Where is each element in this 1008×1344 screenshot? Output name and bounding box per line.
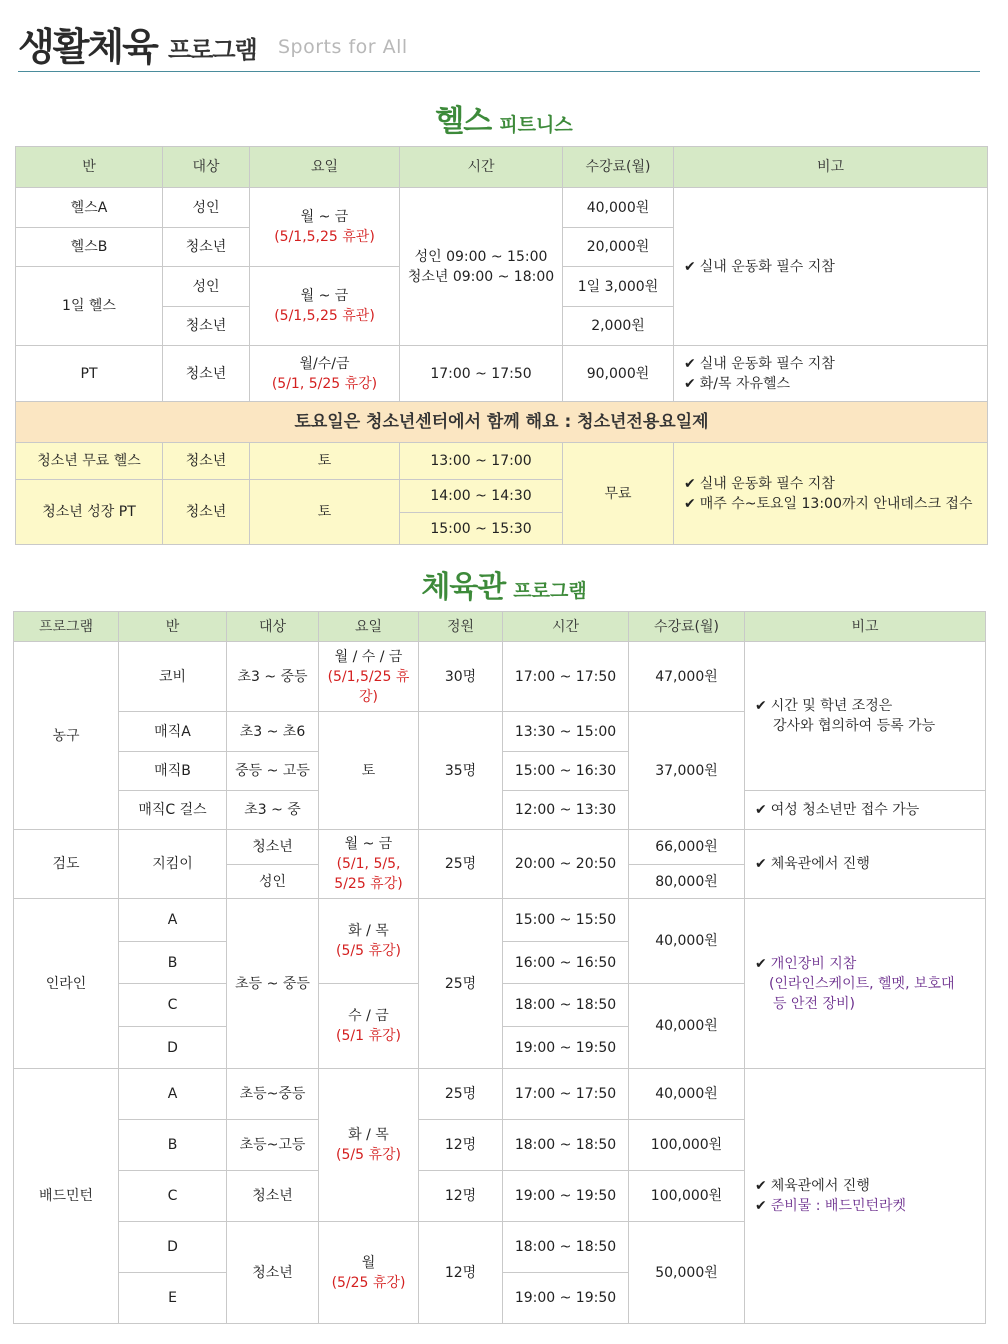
column-header: 정원	[419, 612, 503, 642]
days-text: 수 / 금	[348, 1008, 389, 1024]
days-cell	[319, 899, 419, 984]
note-text: 개인장비 지참	[770, 955, 857, 972]
saturday-banner: 토요일은 청소년센터에서 함께 해요 : 청소년전용요일제	[16, 402, 988, 443]
class-cell: D	[119, 1027, 227, 1069]
health-title: 헬스	[435, 104, 492, 139]
fee-cell: 20,000원	[563, 228, 674, 267]
days-text: 월 ~ 금	[344, 836, 393, 852]
column-header: 대상	[163, 147, 250, 188]
fee-cell: 80,000원	[629, 865, 745, 899]
days-cell	[319, 984, 419, 1069]
time-cell: 18:00 ~ 18:50	[503, 1120, 629, 1171]
class-cell: 지킴이	[119, 830, 227, 899]
gym-section-title	[0, 562, 1008, 606]
note-text: 시간 및 학년 조정은	[770, 698, 893, 714]
note-text: 실내 운동화 필수 지참	[699, 258, 835, 275]
days-text: 월 ~ 금	[300, 209, 349, 225]
note-cell	[674, 443, 988, 545]
class-cell: 청소년 성장 PT	[16, 480, 163, 545]
target-cell: 청소년	[227, 830, 319, 865]
note-text: 실내 운동화 필수 지참	[699, 355, 835, 372]
days-cell: 토	[250, 480, 400, 545]
time-cell: 14:00 ~ 14:30	[400, 480, 563, 513]
days-cell: 토	[250, 443, 400, 480]
days-cell	[250, 346, 400, 402]
health-section-title	[0, 96, 1008, 140]
note-text: 실내 운동화 필수 지참	[699, 475, 835, 492]
time-cell: 19:00 ~ 19:50	[503, 1171, 629, 1222]
column-header: 요일	[319, 612, 419, 642]
note-text: 체육관에서 진행	[770, 856, 870, 872]
note-text: 매주 수~토요일 13:00까지 안내데스크 접수	[699, 495, 973, 512]
note-text: 준비물 : 배드민턴라켓	[770, 1198, 907, 1214]
days-cell: 토	[319, 712, 419, 830]
days-note: (5/1, 5/5, 5/25 휴강)	[334, 856, 403, 892]
table-row	[14, 830, 986, 865]
check-icon: ✔	[755, 856, 767, 872]
page-subtitle-english: Sports for All	[278, 36, 408, 58]
note-text: 등 안전 장비)	[773, 995, 855, 1012]
table-row	[14, 899, 986, 942]
target-cell: 청소년	[163, 307, 250, 346]
saturday-banner-row	[16, 402, 988, 443]
column-header: 비고	[745, 612, 986, 642]
days-note: (5/1,5,25 휴관)	[274, 308, 375, 324]
class-cell: C	[119, 984, 227, 1027]
days-text: 월 / 수 / 금	[334, 648, 403, 665]
days-text: 화 / 목	[348, 923, 389, 939]
program-cell: 농구	[14, 642, 119, 830]
check-icon: ✔	[755, 1178, 767, 1194]
time-cell: 17:00 ~ 17:50	[400, 346, 563, 402]
class-cell: 1일 헬스	[16, 267, 163, 346]
class-cell: 코비	[119, 642, 227, 712]
class-cell: D	[119, 1222, 227, 1273]
table-row-pt	[16, 346, 988, 402]
target-cell: 초등~중등	[227, 1069, 319, 1120]
class-cell: 매직A	[119, 712, 227, 752]
days-note: (5/1,5,25 휴관)	[274, 229, 375, 245]
capacity-cell: 12명	[419, 1171, 503, 1222]
column-header: 대상	[227, 612, 319, 642]
target-cell: 초등~고등	[227, 1120, 319, 1171]
note-text: 여성 청소년만 접수 가능	[770, 802, 920, 818]
target-cell: 청소년	[227, 1171, 319, 1222]
class-cell: B	[119, 942, 227, 984]
program-cell: 배드민턴	[14, 1069, 119, 1324]
time-adult: 성인 09:00 ~ 15:00	[414, 248, 548, 265]
fee-cell: 100,000원	[629, 1120, 745, 1171]
target-cell: 청소년	[163, 443, 250, 480]
check-icon: ✔	[755, 1198, 767, 1214]
note-cell	[745, 1069, 986, 1324]
target-cell: 초등 ~ 중등	[227, 899, 319, 1069]
days-cell	[250, 188, 400, 267]
days-text: 월/수/금	[299, 355, 350, 372]
gym-title: 체육관	[421, 570, 506, 605]
days-text: 월 ~ 금	[300, 288, 349, 304]
note-text: 화/목 자유헬스	[699, 375, 791, 392]
note-cell	[745, 830, 986, 899]
days-note: (5/25 휴강)	[331, 1274, 406, 1291]
check-icon: ✔	[684, 495, 696, 512]
days-text: 화 / 목	[348, 1127, 389, 1143]
note-cell	[745, 899, 986, 1069]
class-cell: 헬스A	[16, 188, 163, 228]
column-header: 수강료(월)	[629, 612, 745, 642]
note-text: 강사와 협의하여 등록 가능	[773, 718, 936, 734]
time-cell: 12:00 ~ 13:30	[503, 791, 629, 830]
time-cell	[400, 188, 563, 346]
time-cell: 13:00 ~ 17:00	[400, 443, 563, 480]
time-cell: 17:00 ~ 17:50	[503, 642, 629, 712]
note-text: (인라인스케이트, 헬멧, 보호대	[769, 975, 955, 992]
fee-cell: 50,000원	[629, 1222, 745, 1324]
time-cell: 18:00 ~ 18:50	[503, 984, 629, 1027]
column-header: 반	[16, 147, 163, 188]
time-cell: 18:00 ~ 18:50	[503, 1222, 629, 1273]
column-header: 시간	[400, 147, 563, 188]
days-cell	[319, 1069, 419, 1222]
fee-cell: 40,000원	[629, 1069, 745, 1120]
time-cell: 19:00 ~ 19:50	[503, 1273, 629, 1324]
check-icon: ✔	[684, 258, 696, 275]
time-cell: 15:00 ~ 15:50	[503, 899, 629, 942]
class-cell: 매직C 걸스	[119, 791, 227, 830]
column-header: 프로그램	[14, 612, 119, 642]
class-cell: PT	[16, 346, 163, 402]
days-cell	[319, 1222, 419, 1324]
target-cell: 청소년	[163, 228, 250, 267]
class-cell: 청소년 무료 헬스	[16, 443, 163, 480]
note-cell	[745, 791, 986, 830]
table-row	[14, 1069, 986, 1120]
class-cell: E	[119, 1273, 227, 1324]
table-row	[16, 188, 988, 228]
time-cell: 20:00 ~ 20:50	[503, 830, 629, 899]
class-cell: A	[119, 1069, 227, 1120]
gym-title-sub: 프로그램	[513, 580, 587, 602]
class-cell: 헬스B	[16, 228, 163, 267]
class-cell: B	[119, 1120, 227, 1171]
time-youth: 청소년 09:00 ~ 18:00	[407, 268, 555, 285]
days-note: (5/5 휴강)	[336, 1147, 401, 1163]
page-title: 생활체육	[18, 25, 157, 69]
target-cell: 초3 ~ 초6	[227, 712, 319, 752]
capacity-cell: 12명	[419, 1222, 503, 1324]
fee-cell: 2,000원	[563, 307, 674, 346]
days-note: (5/1,5/25 휴강)	[327, 668, 410, 705]
program-cell: 검도	[14, 830, 119, 899]
check-icon: ✔	[755, 955, 767, 972]
capacity-cell: 35명	[419, 712, 503, 830]
health-table	[15, 146, 988, 545]
fee-cell: 40,000원	[563, 188, 674, 228]
column-header: 반	[119, 612, 227, 642]
days-text: 월	[361, 1254, 376, 1271]
time-cell: 15:00 ~ 16:30	[503, 752, 629, 791]
fee-cell: 47,000원	[629, 642, 745, 712]
fee-cell: 100,000원	[629, 1171, 745, 1222]
check-icon: ✔	[755, 802, 767, 818]
fee-cell: 40,000원	[629, 984, 745, 1069]
note-cell	[674, 346, 988, 402]
health-title-sub: 피트니스	[499, 114, 573, 136]
class-cell: A	[119, 899, 227, 942]
table-header-row	[14, 612, 986, 642]
fee-cell: 1일 3,000원	[563, 267, 674, 307]
column-header: 시간	[503, 612, 629, 642]
fee-cell: 무료	[563, 443, 674, 545]
capacity-cell: 30명	[419, 642, 503, 712]
days-cell	[250, 267, 400, 346]
target-cell: 청소년	[227, 1222, 319, 1324]
days-cell	[319, 642, 419, 712]
fee-cell: 37,000원	[629, 712, 745, 830]
page-header	[18, 14, 980, 72]
time-cell: 16:00 ~ 16:50	[503, 942, 629, 984]
capacity-cell: 25명	[419, 830, 503, 899]
table-row	[14, 642, 986, 712]
days-note: (5/5 휴강)	[336, 943, 401, 959]
fee-cell: 40,000원	[629, 899, 745, 984]
column-header: 비고	[674, 147, 988, 188]
target-cell: 성인	[227, 865, 319, 899]
target-cell: 중등 ~ 고등	[227, 752, 319, 791]
note-cell	[745, 642, 986, 791]
target-cell: 청소년	[163, 346, 250, 402]
target-cell: 성인	[163, 188, 250, 228]
column-header: 수강료(월)	[563, 147, 674, 188]
class-cell: C	[119, 1171, 227, 1222]
capacity-cell: 12명	[419, 1120, 503, 1171]
time-cell: 19:00 ~ 19:50	[503, 1027, 629, 1069]
note-cell	[674, 188, 988, 346]
table-row	[16, 443, 988, 480]
capacity-cell: 25명	[419, 1069, 503, 1120]
fee-cell: 66,000원	[629, 830, 745, 865]
check-icon: ✔	[684, 375, 696, 392]
target-cell: 초3 ~ 중등	[227, 642, 319, 712]
time-cell: 17:00 ~ 17:50	[503, 1069, 629, 1120]
page-subtitle: 프로그램	[168, 36, 257, 64]
target-cell: 성인	[163, 267, 250, 307]
days-cell	[319, 830, 419, 899]
target-cell: 청소년	[163, 480, 250, 545]
days-note: (5/1 휴강)	[336, 1028, 401, 1044]
time-cell: 15:00 ~ 15:30	[400, 513, 563, 545]
program-cell: 인라인	[14, 899, 119, 1069]
fee-cell: 90,000원	[563, 346, 674, 402]
check-icon: ✔	[755, 698, 767, 714]
note-text: 체육관에서 진행	[770, 1178, 870, 1194]
check-icon: ✔	[684, 355, 696, 372]
column-header: 요일	[250, 147, 400, 188]
target-cell: 초3 ~ 중	[227, 791, 319, 830]
time-cell: 13:30 ~ 15:00	[503, 712, 629, 752]
check-icon: ✔	[684, 475, 696, 492]
days-note: (5/1, 5/25 휴강)	[271, 375, 378, 392]
table-header-row	[16, 147, 988, 188]
capacity-cell: 25명	[419, 899, 503, 1069]
gym-table	[13, 611, 986, 1324]
class-cell: 매직B	[119, 752, 227, 791]
